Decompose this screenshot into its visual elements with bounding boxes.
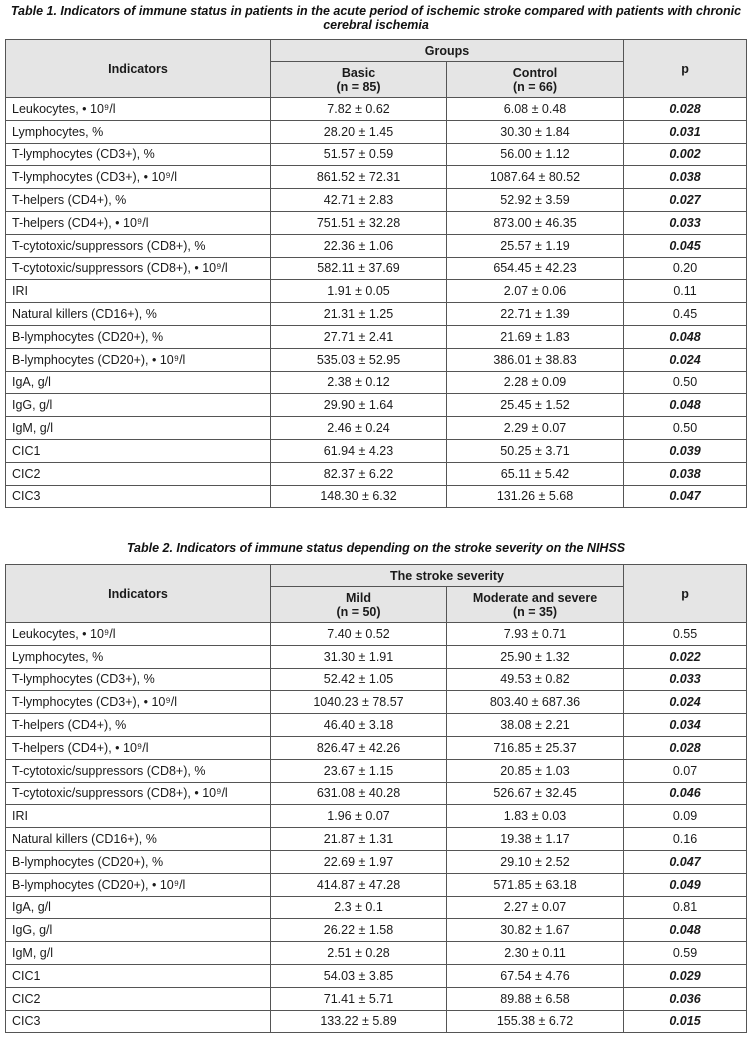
value-cell-group1: 29.90 ± 1.64 xyxy=(271,394,447,417)
value-cell-group1: 826.47 ± 42.26 xyxy=(271,736,447,759)
value-cell-group2: 30.30 ± 1.84 xyxy=(447,120,624,143)
p-value-cell: 0.024 xyxy=(624,348,747,371)
p-value-cell: 0.034 xyxy=(624,714,747,737)
value-cell-group2: 25.57 ± 1.19 xyxy=(447,234,624,257)
table1-caption: Table 1. Indicators of immune status in patients in the acute period of ischemic stroke compared with patients with chronic cerebral ischemia xyxy=(10,4,742,32)
indicator-cell: CIC1 xyxy=(6,439,271,462)
table-row xyxy=(6,942,747,965)
value-cell-group1: 23.67 ± 1.15 xyxy=(271,759,447,782)
table2-header-moderate-severe xyxy=(447,587,624,623)
value-cell-group1: 22.69 ± 1.97 xyxy=(271,850,447,873)
indicator-cell: CIC3 xyxy=(6,1010,271,1033)
value-cell-group2: 25.90 ± 1.32 xyxy=(447,645,624,668)
value-cell-group1: 2.3 ± 0.1 xyxy=(271,896,447,919)
table-row xyxy=(6,668,747,691)
value-cell-group1: 46.40 ± 3.18 xyxy=(271,714,447,737)
value-cell-group2: 19.38 ± 1.17 xyxy=(447,828,624,851)
indicator-cell: Natural killers (CD16+), % xyxy=(6,303,271,326)
value-cell-group2: 7.93 ± 0.71 xyxy=(447,623,624,646)
value-cell-group1: 7.82 ± 0.62 xyxy=(271,98,447,121)
indicator-cell: Leukocytes, • 10⁹/l xyxy=(6,98,271,121)
indicator-cell: IgM, g/l xyxy=(6,417,271,440)
value-cell-group2: 131.26 ± 5.68 xyxy=(447,485,624,508)
table-row xyxy=(6,303,747,326)
value-cell-group2: 1.83 ± 0.03 xyxy=(447,805,624,828)
indicator-cell: CIC1 xyxy=(6,964,271,987)
indicator-cell: IgM, g/l xyxy=(6,942,271,965)
indicator-cell: B-lymphocytes (CD20+), • 10⁹/l xyxy=(6,873,271,896)
indicator-cell: CIC3 xyxy=(6,485,271,508)
p-value-cell: 0.047 xyxy=(624,485,747,508)
p-value-cell: 0.16 xyxy=(624,828,747,851)
value-cell-group1: 42.71 ± 2.83 xyxy=(271,189,447,212)
value-cell-group2: 654.45 ± 42.23 xyxy=(447,257,624,280)
table1-header-groups: Groups xyxy=(271,40,624,62)
table2 xyxy=(5,564,747,1033)
value-cell-group1: 861.52 ± 72.31 xyxy=(271,166,447,189)
value-cell-group2: 2.28 ± 0.09 xyxy=(447,371,624,394)
value-cell-group1: 2.51 ± 0.28 xyxy=(271,942,447,965)
indicator-cell: IRI xyxy=(6,280,271,303)
table2-col1-label: Mild xyxy=(346,590,371,605)
value-cell-group2: 38.08 ± 2.21 xyxy=(447,714,624,737)
value-cell-group2: 65.11 ± 5.42 xyxy=(447,462,624,485)
p-value-cell: 0.033 xyxy=(624,211,747,234)
value-cell-group1: 7.40 ± 0.52 xyxy=(271,623,447,646)
indicator-cell: T-cytotoxic/suppressors (CD8+), % xyxy=(6,759,271,782)
indicator-cell: T-cytotoxic/suppressors (CD8+), • 10⁹/l xyxy=(6,782,271,805)
value-cell-group2: 2.30 ± 0.11 xyxy=(447,942,624,965)
value-cell-group1: 31.30 ± 1.91 xyxy=(271,645,447,668)
p-value-cell: 0.048 xyxy=(624,919,747,942)
value-cell-group1: 28.20 ± 1.45 xyxy=(271,120,447,143)
table2-header-mild xyxy=(271,587,447,623)
indicator-cell: B-lymphocytes (CD20+), • 10⁹/l xyxy=(6,348,271,371)
indicator-cell: Lymphocytes, % xyxy=(6,120,271,143)
p-value-cell: 0.045 xyxy=(624,234,747,257)
table2-body xyxy=(6,623,747,1033)
indicator-cell: T-cytotoxic/suppressors (CD8+), % xyxy=(6,234,271,257)
value-cell-group2: 30.82 ± 1.67 xyxy=(447,919,624,942)
value-cell-group2: 526.67 ± 32.45 xyxy=(447,782,624,805)
table-row xyxy=(6,987,747,1010)
p-value-cell: 0.022 xyxy=(624,645,747,668)
p-value-cell: 0.028 xyxy=(624,736,747,759)
p-value-cell: 0.031 xyxy=(624,120,747,143)
value-cell-group1: 535.03 ± 52.95 xyxy=(271,348,447,371)
table-row xyxy=(6,257,747,280)
value-cell-group2: 2.29 ± 0.07 xyxy=(447,417,624,440)
p-value-cell: 0.048 xyxy=(624,325,747,348)
value-cell-group1: 26.22 ± 1.58 xyxy=(271,919,447,942)
table-row xyxy=(6,120,747,143)
table-row xyxy=(6,325,747,348)
value-cell-group1: 582.11 ± 37.69 xyxy=(271,257,447,280)
p-value-cell: 0.50 xyxy=(624,371,747,394)
value-cell-group1: 751.51 ± 32.28 xyxy=(271,211,447,234)
table-row xyxy=(6,211,747,234)
p-value-cell: 0.033 xyxy=(624,668,747,691)
value-cell-group2: 50.25 ± 3.71 xyxy=(447,439,624,462)
indicator-cell: T-helpers (CD4+), % xyxy=(6,189,271,212)
value-cell-group1: 414.87 ± 47.28 xyxy=(271,873,447,896)
indicator-cell: IgG, g/l xyxy=(6,394,271,417)
table-row xyxy=(6,394,747,417)
value-cell-group1: 1.96 ± 0.07 xyxy=(271,805,447,828)
table-row xyxy=(6,623,747,646)
table2-col2-label: Moderate and severe xyxy=(472,590,598,605)
value-cell-group2: 22.71 ± 1.39 xyxy=(447,303,624,326)
indicator-cell: T-lymphocytes (CD3+), • 10⁹/l xyxy=(6,166,271,189)
table-row xyxy=(6,691,747,714)
value-cell-group1: 82.37 ± 6.22 xyxy=(271,462,447,485)
table-row xyxy=(6,1010,747,1033)
indicator-cell: T-helpers (CD4+), % xyxy=(6,714,271,737)
value-cell-group1: 2.38 ± 0.12 xyxy=(271,371,447,394)
table-row xyxy=(6,234,747,257)
indicator-cell: Natural killers (CD16+), % xyxy=(6,828,271,851)
table-row xyxy=(6,280,747,303)
indicator-cell: T-helpers (CD4+), • 10⁹/l xyxy=(6,736,271,759)
table-row xyxy=(6,873,747,896)
value-cell-group2: 6.08 ± 0.48 xyxy=(447,98,624,121)
p-value-cell: 0.028 xyxy=(624,98,747,121)
value-cell-group2: 386.01 ± 38.83 xyxy=(447,348,624,371)
p-value-cell: 0.45 xyxy=(624,303,747,326)
p-value-cell: 0.049 xyxy=(624,873,747,896)
p-value-cell: 0.029 xyxy=(624,964,747,987)
value-cell-group2: 25.45 ± 1.52 xyxy=(447,394,624,417)
indicator-cell: T-lymphocytes (CD3+), % xyxy=(6,143,271,166)
value-cell-group1: 22.36 ± 1.06 xyxy=(271,234,447,257)
table-row xyxy=(6,462,747,485)
value-cell-group2: 2.27 ± 0.07 xyxy=(447,896,624,919)
value-cell-group2: 49.53 ± 0.82 xyxy=(447,668,624,691)
p-value-cell: 0.11 xyxy=(624,280,747,303)
value-cell-group1: 1040.23 ± 78.57 xyxy=(271,691,447,714)
value-cell-group2: 21.69 ± 1.83 xyxy=(447,325,624,348)
value-cell-group2: 52.92 ± 3.59 xyxy=(447,189,624,212)
table-row xyxy=(6,805,747,828)
table1-header-p: p xyxy=(624,40,747,98)
p-value-cell: 0.038 xyxy=(624,462,747,485)
table1-col1-label: Basic xyxy=(341,65,376,80)
table-row xyxy=(6,189,747,212)
indicator-cell: IRI xyxy=(6,805,271,828)
value-cell-group1: 148.30 ± 6.32 xyxy=(271,485,447,508)
indicator-cell: B-lymphocytes (CD20+), % xyxy=(6,325,271,348)
table-row xyxy=(6,736,747,759)
table-row xyxy=(6,782,747,805)
table1-col2-n: (n = 66) xyxy=(512,79,558,94)
value-cell-group1: 54.03 ± 3.85 xyxy=(271,964,447,987)
p-value-cell: 0.81 xyxy=(624,896,747,919)
indicator-cell: IgA, g/l xyxy=(6,896,271,919)
table1-header-basic xyxy=(271,62,447,98)
indicator-cell: T-lymphocytes (CD3+), % xyxy=(6,668,271,691)
table2-col1-n: (n = 50) xyxy=(336,604,381,619)
value-cell-group1: 27.71 ± 2.41 xyxy=(271,325,447,348)
table2-header-indicators: Indicators xyxy=(6,565,271,623)
indicator-cell: B-lymphocytes (CD20+), % xyxy=(6,850,271,873)
table-row xyxy=(6,439,747,462)
p-value-cell: 0.59 xyxy=(624,942,747,965)
value-cell-group1: 61.94 ± 4.23 xyxy=(271,439,447,462)
value-cell-group2: 1087.64 ± 80.52 xyxy=(447,166,624,189)
table-row xyxy=(6,645,747,668)
table-row xyxy=(6,371,747,394)
table-row xyxy=(6,964,747,987)
table1-header-control xyxy=(447,62,624,98)
value-cell-group1: 1.91 ± 0.05 xyxy=(271,280,447,303)
table-row xyxy=(6,714,747,737)
value-cell-group1: 21.87 ± 1.31 xyxy=(271,828,447,851)
p-value-cell: 0.038 xyxy=(624,166,747,189)
value-cell-group2: 873.00 ± 46.35 xyxy=(447,211,624,234)
p-value-cell: 0.002 xyxy=(624,143,747,166)
table1-header-indicators: Indicators xyxy=(6,40,271,98)
table-row xyxy=(6,896,747,919)
table1-col1-n: (n = 85) xyxy=(336,79,381,94)
p-value-cell: 0.027 xyxy=(624,189,747,212)
value-cell-group1: 133.22 ± 5.89 xyxy=(271,1010,447,1033)
value-cell-group1: 631.08 ± 40.28 xyxy=(271,782,447,805)
p-value-cell: 0.024 xyxy=(624,691,747,714)
value-cell-group2: 155.38 ± 6.72 xyxy=(447,1010,624,1033)
value-cell-group2: 56.00 ± 1.12 xyxy=(447,143,624,166)
value-cell-group2: 803.40 ± 687.36 xyxy=(447,691,624,714)
value-cell-group1: 51.57 ± 0.59 xyxy=(271,143,447,166)
value-cell-group2: 716.85 ± 25.37 xyxy=(447,736,624,759)
table-row xyxy=(6,828,747,851)
table1-col2-label: Control xyxy=(512,65,558,80)
table2-col2-n: (n = 35) xyxy=(512,604,558,619)
indicator-cell: T-cytotoxic/suppressors (CD8+), • 10⁹/l xyxy=(6,257,271,280)
p-value-cell: 0.50 xyxy=(624,417,747,440)
table-row xyxy=(6,166,747,189)
table-row xyxy=(6,485,747,508)
table-row xyxy=(6,143,747,166)
indicator-cell: CIC2 xyxy=(6,987,271,1010)
table-row xyxy=(6,850,747,873)
table1 xyxy=(5,39,747,508)
indicator-cell: CIC2 xyxy=(6,462,271,485)
p-value-cell: 0.046 xyxy=(624,782,747,805)
p-value-cell: 0.047 xyxy=(624,850,747,873)
table-row xyxy=(6,98,747,121)
p-value-cell: 0.55 xyxy=(624,623,747,646)
table2-header-p: p xyxy=(624,565,747,623)
value-cell-group2: 89.88 ± 6.58 xyxy=(447,987,624,1010)
p-value-cell: 0.07 xyxy=(624,759,747,782)
indicator-cell: T-helpers (CD4+), • 10⁹/l xyxy=(6,211,271,234)
value-cell-group1: 2.46 ± 0.24 xyxy=(271,417,447,440)
table1-body xyxy=(6,98,747,508)
value-cell-group2: 29.10 ± 2.52 xyxy=(447,850,624,873)
table2-caption: Table 2. Indicators of immune status depending on the stroke severity on the NIHSS xyxy=(126,541,626,555)
value-cell-group2: 67.54 ± 4.76 xyxy=(447,964,624,987)
value-cell-group1: 71.41 ± 5.71 xyxy=(271,987,447,1010)
p-value-cell: 0.036 xyxy=(624,987,747,1010)
value-cell-group1: 52.42 ± 1.05 xyxy=(271,668,447,691)
value-cell-group2: 20.85 ± 1.03 xyxy=(447,759,624,782)
p-value-cell: 0.09 xyxy=(624,805,747,828)
indicator-cell: Leukocytes, • 10⁹/l xyxy=(6,623,271,646)
value-cell-group2: 2.07 ± 0.06 xyxy=(447,280,624,303)
table2-header-severity: The stroke severity xyxy=(271,565,624,587)
indicator-cell: Lymphocytes, % xyxy=(6,645,271,668)
indicator-cell: T-lymphocytes (CD3+), • 10⁹/l xyxy=(6,691,271,714)
table-row xyxy=(6,759,747,782)
indicator-cell: IgG, g/l xyxy=(6,919,271,942)
p-value-cell: 0.039 xyxy=(624,439,747,462)
table-row xyxy=(6,348,747,371)
value-cell-group1: 21.31 ± 1.25 xyxy=(271,303,447,326)
table-row xyxy=(6,919,747,942)
value-cell-group2: 571.85 ± 63.18 xyxy=(447,873,624,896)
p-value-cell: 0.20 xyxy=(624,257,747,280)
table-row xyxy=(6,417,747,440)
p-value-cell: 0.048 xyxy=(624,394,747,417)
indicator-cell: IgA, g/l xyxy=(6,371,271,394)
p-value-cell: 0.015 xyxy=(624,1010,747,1033)
